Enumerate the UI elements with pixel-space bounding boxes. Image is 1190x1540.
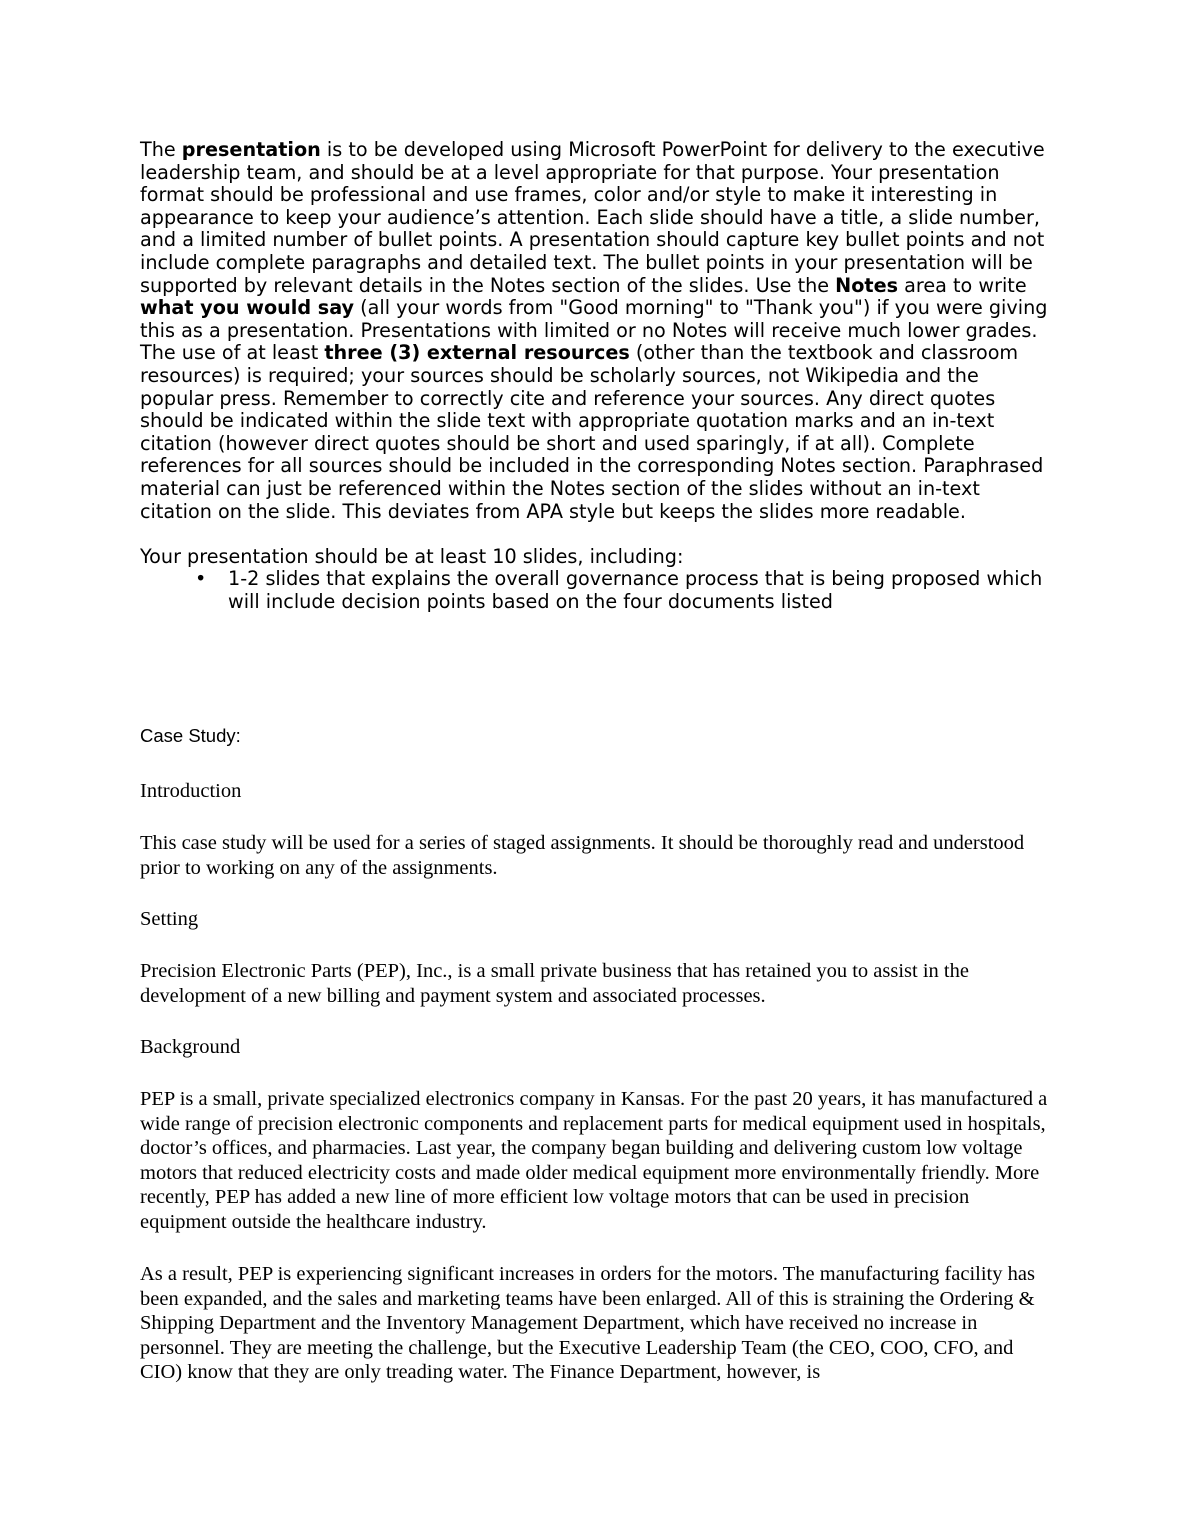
list-item	[140, 568, 1055, 613]
bold-term-what-you-would-say: what you would say	[140, 296, 355, 320]
bullet-icon: •	[195, 567, 207, 591]
text-run: is to be developed using Microsoft PowerPoint for delivery to the executive leadership team, and should be at a level appropriate for that purpose. Your presentation format should be professional and use frames, color and/or style to make it interesting in appearance to keep your audience’s attention. Each slide should have a title, a slide number, and a limited number of bullet points. A presentation should capture key bullet points and not include complete paragraphs and detailed text. The bullet points in your presentation will be supported by relevant details in the Notes section of the slides. Use the	[140, 138, 1045, 297]
section-heading-setting: Setting	[140, 908, 199, 930]
setting-text: Precision Electronic Parts (PEP), Inc., is a small private business that has retained you to assist in the development of a new billing and payment system and associated processes.	[140, 960, 969, 1007]
text-run: area to write	[898, 273, 1027, 297]
requirements-list	[140, 568, 1055, 613]
introduction-text: This case study will be used for a series of staged assignments. It should be thoroughly read and understood prior to working on any of the assignments.	[140, 832, 1025, 879]
section-heading-introduction: Introduction	[140, 780, 242, 802]
text-run: (all your words from "Good morning" to "Thank you") if you were giving this as a presentation. Presentations with limited or no Notes will receive much lower grades. The use of at least	[140, 296, 1048, 365]
slide-count-requirement: Your presentation should be at least 10 slides, including:	[140, 544, 684, 568]
background-text-1: PEP is a small, private specialized electronics company in Kansas. For the past 20 years, it has manufactured a wide range of precision electronic components and replacement parts for medical equipment used in hospitals, doctor’s offices, and pharmacies. Last year, the company began building and delivering custom low voltage motors that reduced electricity costs and made older medical equipment more environmentally friendly. More recently, PEP has added a new line of more efficient low voltage motors that can be used in precision equipment outside the healthcare industry.	[140, 1088, 1048, 1233]
bold-term-external-resources: three (3) external resources	[324, 341, 630, 365]
bold-term-presentation: presentation	[181, 138, 321, 161]
text-run: The	[140, 138, 182, 161]
text-run: (other than the textbook and classroom resources) is required; your sources should be scholarly sources, not Wikipedia and the popular press. Remember to correctly cite and reference your sources. Any direct quotes should be indicated within the slide text with appropriate quotation marks and an in-text citation (however direct quotes should be short and used sparingly, if at all). Complete references for all sources should be included in the corresponding Notes section. Paraphrased material can just be referenced within the Notes section of the slides without an in-text citation on the slide. This deviates from APA style but keeps the slides more readable.	[140, 341, 1044, 523]
assignment-paragraph	[140, 139, 1055, 523]
section-heading-background: Background	[140, 1036, 241, 1058]
document-page	[140, 138, 1055, 1384]
bold-term-notes: Notes	[835, 273, 899, 297]
list-item-text: 1-2 slides that explains the overall governance process that is being proposed which will include decision points based on the four documents listed	[228, 567, 1043, 613]
background-text-2: As a result, PEP is experiencing significant increases in orders for the motors. The manufacturing facility has been expanded, and the sales and marketing teams have been enlarged. All of this is straining the Ordering & Shipping Department and the Inventory Management Department, which have received no increase in personnel. They are meeting the challenge, but the Executive Leadership Team (the CEO, COO, CFO, and CIO) know that they are only treading water. The Finance Department, however, is	[140, 1263, 1035, 1384]
case-study-label: Case Study:	[140, 725, 241, 746]
